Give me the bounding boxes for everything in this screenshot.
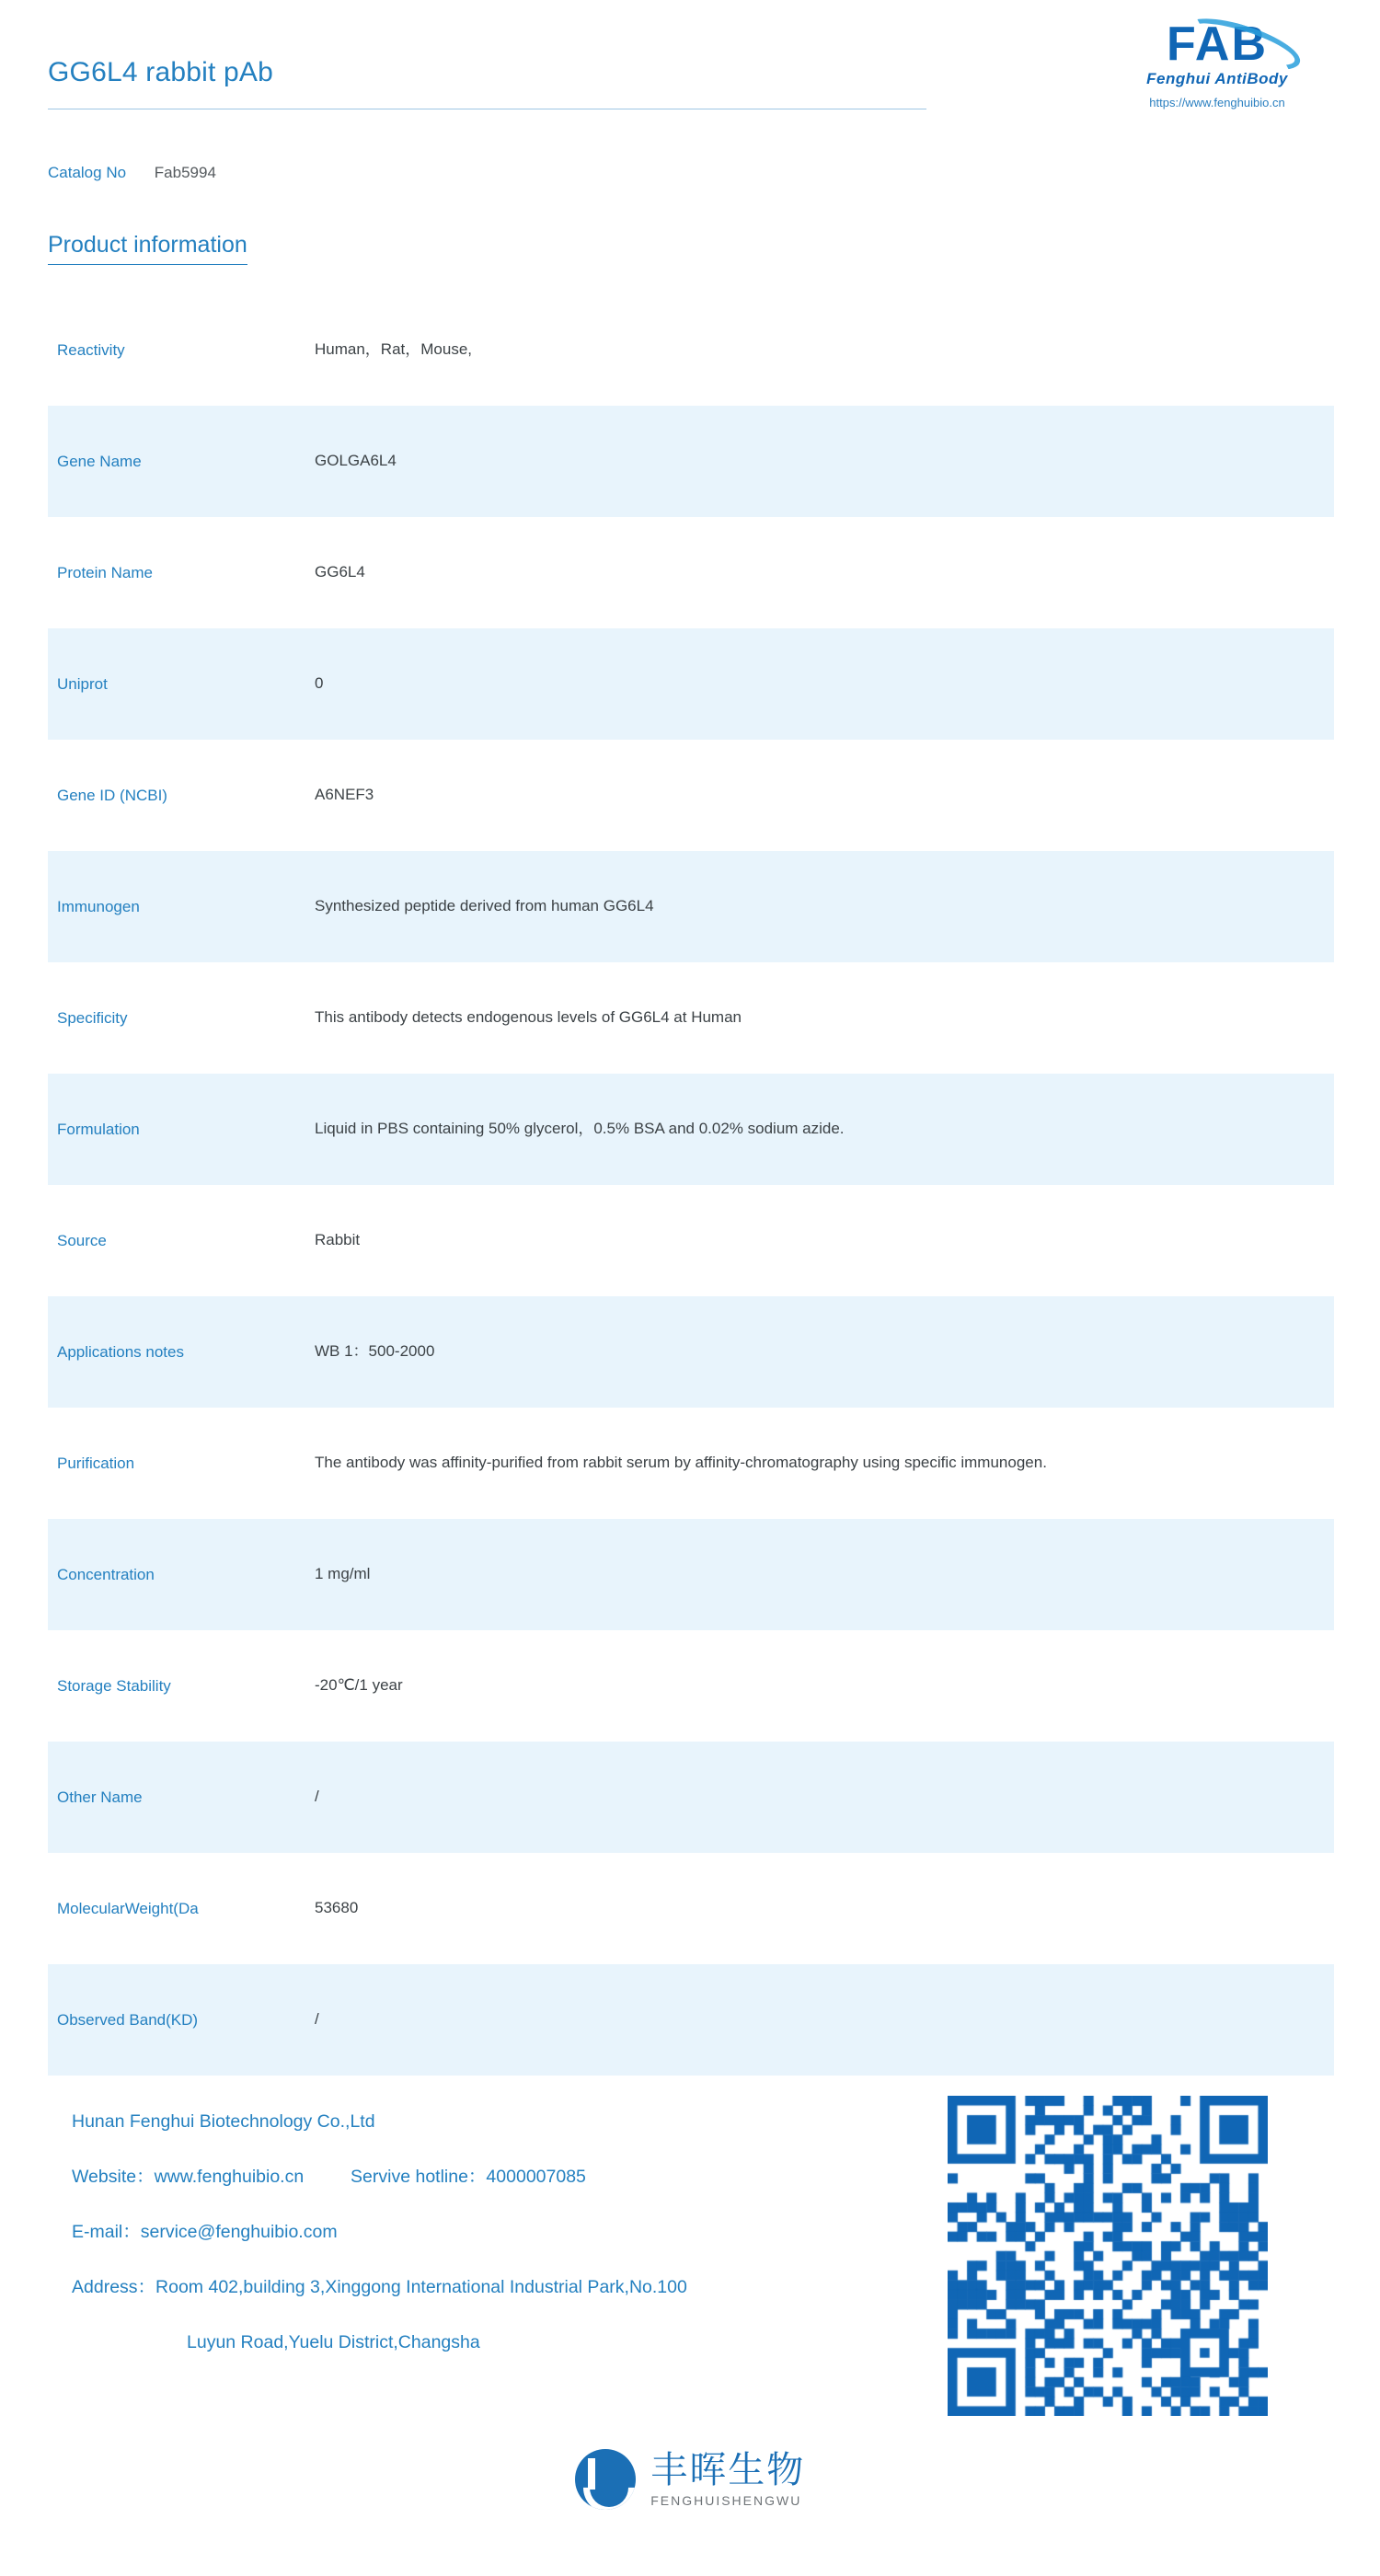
row-key: Applications notes	[57, 1342, 184, 1361]
footer-website[interactable]: Website：www.fenghuibio.cn	[72, 2167, 305, 2187]
table-row	[48, 1964, 1334, 2076]
table-row	[48, 1742, 1334, 1853]
row-key: Gene Name	[57, 452, 142, 470]
row-value: The antibody was affinity-purified from rabbit serum by affinity-chromatography using specific immunogen.	[315, 1454, 1047, 1472]
table-row	[48, 1408, 1334, 1519]
table-row	[48, 517, 1334, 628]
row-value: GOLGA6L4	[315, 452, 397, 470]
document-header	[0, 0, 1380, 138]
fab-logo-text	[1167, 17, 1268, 71]
row-key: Observed Band(KD)	[57, 2010, 199, 2029]
footer-address-line-1: Address：Room 402,building 3,Xinggong International Industrial Park,No.100	[72, 2277, 687, 2297]
table-row	[48, 851, 1334, 962]
table-row	[48, 962, 1334, 1074]
footer-hotline: Servive hotline：4000007085	[351, 2167, 586, 2187]
row-value: /	[315, 1788, 319, 1806]
qr-code-canvas	[948, 2096, 1268, 2416]
footer-web-hotline	[72, 2149, 687, 2204]
table-row	[48, 1519, 1334, 1630]
footer-contact-block	[72, 2094, 687, 2370]
row-value: This antibody detects endogenous levels of GG6L4 at Human	[315, 1008, 742, 1027]
row-key: Immunogen	[57, 897, 140, 915]
footer-address-line-2: Luyun Road,Yuelu District,Changsha	[187, 2332, 480, 2352]
table-row	[48, 1853, 1334, 1964]
catalog-row	[48, 164, 216, 182]
row-value: WB 1：500-2000	[315, 1342, 435, 1361]
table-row	[48, 1074, 1334, 1185]
row-key: Source	[57, 1231, 107, 1249]
row-value: Human，Rat，Mouse,	[315, 340, 473, 359]
brand-name-en: FENGHUISHENGWU	[650, 2493, 802, 2508]
product-information-table	[48, 294, 1334, 2076]
table-row	[48, 1296, 1334, 1408]
footer-email[interactable]: E-mail：service@fenghuibio.com	[72, 2222, 338, 2242]
table-body	[48, 294, 1334, 2076]
row-value: Synthesized peptide derived from human GG6L4	[315, 897, 654, 915]
logo-subtitle: Fenghui AntiBody	[1146, 70, 1288, 87]
row-key: Gene ID (NCBI)	[57, 786, 167, 804]
section-heading: Product information	[48, 232, 247, 265]
table-row	[48, 406, 1334, 517]
row-value: -20℃/1 year	[315, 1676, 403, 1695]
brand-name-cn: 丰晖生物	[650, 2449, 806, 2491]
row-value: Liquid in PBS containing 50% glycerol，0.5% BSA and 0.02% sodium azide.	[315, 1120, 845, 1138]
company-logo	[1102, 17, 1332, 109]
row-key: Storage Stability	[57, 1676, 171, 1695]
page-title: GG6L4 rabbit pAb	[48, 57, 274, 87]
row-key: Concentration	[57, 1565, 155, 1583]
row-value: 0	[315, 674, 324, 693]
qr-code[interactable]	[948, 2096, 1268, 2416]
catalog-label: Catalog No	[48, 164, 127, 181]
footer-company: Hunan Fenghui Biotechnology Co.,Ltd	[72, 2111, 375, 2132]
row-value: GG6L4	[315, 563, 365, 581]
row-key: Specificity	[57, 1008, 128, 1027]
row-key: Formulation	[57, 1120, 140, 1138]
row-key: Other Name	[57, 1788, 143, 1806]
row-value: 53680	[315, 1899, 359, 1917]
fenghui-mark-icon	[575, 2449, 636, 2510]
table-row	[48, 628, 1334, 740]
table-row	[48, 1630, 1334, 1742]
row-value: Rabbit	[315, 1231, 361, 1249]
table-row	[48, 740, 1334, 851]
row-value: A6NEF3	[315, 786, 374, 804]
row-key: Reactivity	[57, 340, 125, 359]
document-footer	[0, 2077, 1380, 2427]
footer-brand	[0, 2449, 1380, 2510]
row-key: Uniprot	[57, 674, 108, 693]
row-value: /	[315, 2010, 319, 2029]
row-key: Protein Name	[57, 563, 153, 581]
table-row	[48, 1185, 1334, 1296]
row-key: Purification	[57, 1454, 135, 1472]
row-key: MolecularWeight(Da	[57, 1899, 199, 1917]
logo-website-link[interactable]: https://www.fenghuibio.cn	[1149, 96, 1285, 109]
fab-logo-label: FAB	[1167, 17, 1268, 71]
row-value: 1 mg/ml	[315, 1565, 371, 1583]
catalog-value: Fab5994	[154, 164, 216, 181]
table-row	[48, 294, 1334, 406]
